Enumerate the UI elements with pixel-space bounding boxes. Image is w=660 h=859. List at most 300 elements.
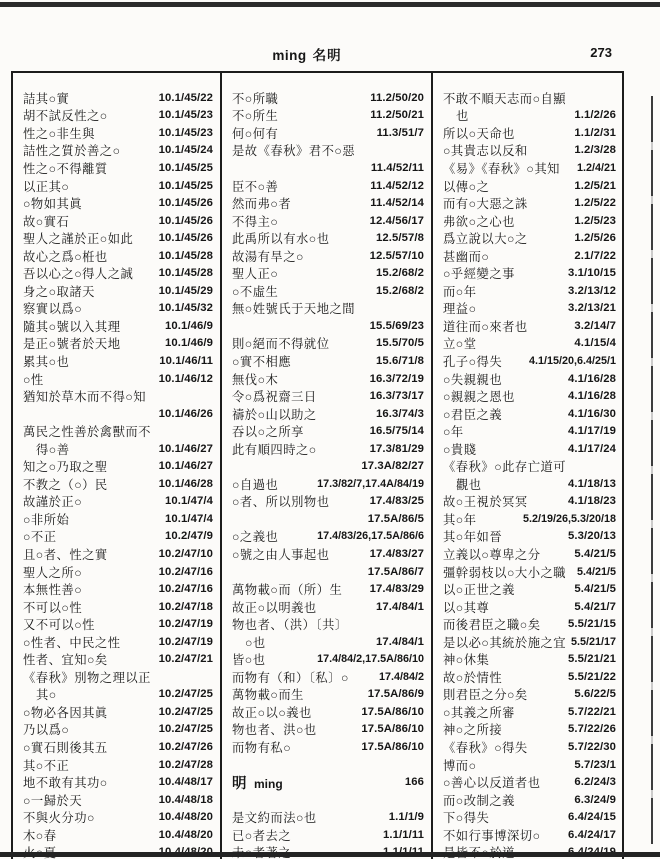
entry-term: 性者、宜知○矣 [23, 653, 108, 668]
entry-reference: 10.2/47/25 [158, 688, 213, 701]
index-entry [443, 808, 616, 826]
index-entry [232, 510, 424, 528]
index-entry [443, 159, 616, 177]
entry-term: 性之○非生與 [23, 126, 95, 141]
entry-reference: 10.2/47/19 [158, 635, 213, 648]
entry-term: 博而○ [443, 758, 477, 773]
index-entry [443, 615, 616, 633]
scan-edge-bottom [0, 852, 660, 857]
entry-reference: 17.4/83/26,17.5A/86/6 [317, 530, 424, 543]
entry-term: 無○姓號氏于天地之間 [232, 302, 356, 317]
entry-term: 已○者去之 [232, 828, 292, 843]
entry-reference: 4.1/17/19 [567, 425, 616, 438]
entry-reference: 11.4/52/12 [370, 179, 424, 192]
entry-term: ○乎經變之事 [443, 267, 515, 282]
entry-reference: 10.1/45/24 [158, 144, 213, 157]
index-entry [443, 89, 616, 107]
entry-term: 是正○號者於天地 [23, 337, 121, 352]
index-entry [232, 352, 424, 370]
entry-reference: 5.7/22/30 [567, 741, 616, 753]
entry-term: ○者、所以別物也 [232, 495, 330, 510]
section-heading [232, 773, 424, 791]
entry-reference: 1.1/2/31 [574, 126, 616, 139]
index-entry [443, 370, 616, 388]
entry-reference: 17.5A/86/10 [361, 705, 424, 718]
index-entry [23, 142, 213, 160]
entry-reference: 4.1/18/23 [567, 495, 616, 508]
index-entry [23, 510, 213, 528]
entry-term: 不○所生 [232, 109, 279, 124]
index-column-2 [220, 73, 431, 859]
index-entry [23, 633, 213, 651]
index-entry [23, 159, 213, 177]
index-entry [23, 177, 213, 195]
index-entry [232, 440, 424, 458]
entry-term: 吾以心之○得人之誠 [23, 267, 134, 282]
index-entry [443, 668, 616, 686]
index-entry [232, 528, 424, 546]
entry-term: ○物必各因其眞 [23, 705, 108, 720]
entry-term: 《春秋》別物之理以正 [23, 670, 151, 685]
index-entry [443, 422, 616, 440]
entry-reference: 3.2/14/7 [574, 319, 616, 332]
index-entry [232, 493, 424, 511]
entry-term: 此禹所以有水○也 [232, 232, 330, 247]
entry-term: 皆○也 [232, 653, 266, 668]
index-entry [232, 475, 424, 493]
entry-term: 不可以○性 [23, 600, 83, 615]
entry-reference: 3.2/13/21 [567, 302, 616, 315]
index-entry [23, 229, 213, 247]
entry-reference: 10.1/46/28 [158, 477, 213, 490]
page-title [272, 44, 341, 64]
entry-term: ○不正 [23, 530, 57, 545]
index-entry [443, 703, 616, 721]
index-entry [23, 247, 213, 265]
entry-term: ○不虛生 [232, 284, 279, 299]
entry-term: 神○休集 [443, 653, 490, 668]
entry-term: 《春秋》○得失 [443, 741, 528, 756]
entry-term: 以○其尊 [443, 600, 490, 615]
index-entry [232, 738, 424, 756]
entry-reference: 4.1/16/28 [567, 390, 616, 403]
index-entry [23, 738, 213, 756]
entry-term: 且○者、性之實 [23, 548, 108, 562]
entry-reference: 12.5/57/8 [375, 232, 424, 245]
entry-reference: 10.1/45/25 [158, 179, 213, 192]
entry-reference: 3.1/10/15 [567, 267, 616, 280]
entry-reference: 11.3/51/7 [376, 126, 424, 139]
entry-term: 聖人正○ [232, 267, 279, 282]
entry-reference: 10.2/47/25 [158, 723, 213, 736]
index-entry [443, 177, 616, 195]
index-entry [232, 335, 424, 353]
index-entry [232, 124, 424, 142]
entry-reference: 5.7/23/1 [574, 758, 616, 771]
entry-reference: 4.1/15/20,6.4/25/1 [528, 354, 616, 367]
entry-reference: 17.5A/86/7 [367, 565, 424, 578]
index-entry [443, 475, 616, 493]
entry-term: 知之○乃取之聖 [23, 460, 108, 475]
index-entry [443, 282, 616, 300]
index-entry [232, 159, 424, 177]
entry-reference: 10.1/46/9 [164, 319, 213, 332]
index-entry [232, 107, 424, 125]
index-entry [232, 633, 424, 651]
entry-reference: 10.1/46/12 [158, 372, 213, 385]
index-entry [443, 510, 616, 528]
index-entry [232, 229, 424, 247]
entry-reference: 15.2/68/2 [375, 284, 424, 297]
entry-reference: 10.1/45/25 [158, 161, 213, 174]
index-entry [443, 545, 616, 563]
blank-row [232, 791, 424, 809]
index-entry [23, 194, 213, 212]
entry-reference: 5.2/19/26,5.3/20/18 [522, 512, 616, 525]
index-entry [23, 405, 213, 423]
index-entry [443, 826, 616, 844]
entry-term: 《春秋》○此存亡道可 [443, 460, 567, 475]
index-entry [232, 89, 424, 107]
index-entry [443, 317, 616, 335]
entry-reference: 16.5/75/14 [369, 425, 424, 438]
index-entry [443, 405, 616, 423]
entry-reference: 1.1/2/26 [574, 109, 616, 122]
index-entry [232, 247, 424, 265]
entry-reference: 5.6/22/5 [574, 688, 616, 701]
entry-term: 以正其○ [23, 179, 70, 194]
entry-reference: 17.5A/86/10 [361, 741, 424, 753]
entry-reference: 1.2/4/21 [576, 161, 616, 174]
index-entry [443, 387, 616, 405]
entry-reference: 1.2/5/22 [574, 197, 616, 210]
index-entry [23, 493, 213, 511]
scan-edge-right [651, 96, 653, 844]
entry-term: ○也 [245, 635, 266, 650]
entry-term: 立義以○尊卑之分 [443, 548, 541, 562]
index-entry [443, 721, 616, 739]
entry-term: ○自過也 [232, 477, 279, 492]
entry-reference: 15.5/70/5 [375, 337, 424, 350]
entry-term: 萬物載○而生 [232, 688, 304, 703]
entry-term: 而後君臣之職○矣 [443, 618, 541, 633]
entry-reference: 5.4/21/5 [574, 547, 616, 560]
index-entry [232, 668, 424, 686]
entry-term: 吞以○之所享 [232, 425, 304, 440]
index-entry [232, 405, 424, 423]
entry-reference: 17.4/84/2,17.5A/86/10 [317, 653, 424, 666]
index-entry [23, 545, 213, 563]
index-entry [232, 703, 424, 721]
index-entry [23, 756, 213, 774]
entry-term: 物也者、（洪）〔共〕 [232, 618, 348, 633]
entry-reference: 10.2/47/9 [164, 530, 213, 543]
entry-reference: 10.1/45/22 [158, 91, 213, 104]
entry-reference: 10.1/46/26 [158, 407, 213, 420]
index-entry [232, 563, 424, 581]
index-entry [23, 352, 213, 370]
index-entry [23, 563, 213, 581]
entry-term: 不教之（○）民 [23, 477, 108, 492]
index-entry [443, 580, 616, 598]
entry-term: 禱於○山以助之 [232, 407, 317, 422]
entry-term: ○實不相應 [232, 354, 292, 369]
entry-reference: 1.1/1/11 [382, 828, 424, 841]
index-entry [232, 282, 424, 300]
entry-reference: 5.5/21/15 [567, 618, 616, 631]
entry-term: 胡不試反性之○ [23, 109, 108, 124]
index-entry [23, 615, 213, 633]
entry-reference: 10.1/45/28 [158, 249, 213, 262]
entry-reference: 5.7/22/21 [567, 705, 616, 718]
entry-reference: 16.3/73/17 [369, 390, 424, 403]
entry-term: 是文約而法○也 [232, 811, 317, 826]
entry-reference: 10.2/47/26 [158, 741, 213, 753]
entry-reference: 16.3/72/19 [369, 372, 424, 385]
entry-term: 孔子○得失 [443, 354, 503, 369]
entry-reference: 10.4/48/20 [158, 828, 213, 841]
index-entry [23, 791, 213, 809]
entry-term: ○親親之恩也 [443, 390, 515, 405]
index-entry [232, 721, 424, 739]
entry-reference: 17.4/83/27 [369, 547, 424, 560]
index-entry [23, 212, 213, 230]
page-number: 273 [590, 45, 612, 60]
entry-reference: 6.4/24/17 [567, 828, 616, 841]
entry-reference: 11.4/52/11 [370, 161, 424, 174]
index-entry [232, 580, 424, 598]
index-entry [23, 370, 213, 388]
index-entry [232, 422, 424, 440]
entry-reference: 17.5A/86/10 [361, 723, 424, 736]
entry-term: 累其○也 [23, 354, 70, 369]
entry-term: 聖人之謹於正○如此 [23, 232, 134, 247]
index-entry [23, 317, 213, 335]
entry-term: ○其貴志以反和 [443, 144, 528, 159]
entry-reference: 5.3/20/13 [567, 530, 616, 543]
entry-reference: 10.2/47/16 [158, 583, 213, 596]
entry-reference: 10.4/48/18 [158, 793, 213, 806]
entry-reference: 1.2/5/26 [574, 232, 616, 245]
entry-reference: 1.2/5/23 [574, 214, 616, 227]
index-entry [443, 335, 616, 353]
index-entry [443, 528, 616, 546]
entry-term: 則君臣之分○矣 [443, 688, 528, 703]
entry-term: 地不敢有其功○ [23, 776, 108, 791]
entry-term: 而物有私○ [232, 741, 292, 756]
index-entry [23, 668, 213, 686]
entry-reference: 1.1/1/9 [388, 811, 424, 824]
entry-term: 木○春 [23, 828, 57, 843]
entry-reference: 12.5/57/10 [369, 249, 424, 262]
index-entry [232, 826, 424, 844]
entry-term: 弗欲○之心也 [443, 214, 515, 229]
entry-reference: 5.4/21/7 [574, 600, 616, 613]
entry-reference: 10.2/47/25 [158, 705, 213, 718]
entry-term: 故正○以明義也 [232, 600, 317, 615]
index-entry [443, 738, 616, 756]
entry-term: ○非所始 [23, 512, 70, 527]
index-entry [23, 124, 213, 142]
index-entry [23, 89, 213, 107]
index-entry [232, 370, 424, 388]
entry-term: 故○於情性 [443, 670, 503, 685]
index-entry [23, 808, 213, 826]
entry-reference: 17.5A/86/5 [367, 512, 424, 525]
index-entry [23, 721, 213, 739]
entry-term: ○號之由人事起也 [232, 548, 330, 562]
entry-reference: 12.4/56/17 [369, 214, 424, 227]
entry-reference: 10.1/45/23 [158, 109, 213, 122]
entry-term: 下○得失 [443, 811, 490, 826]
entry-reference: 10.1/46/27 [158, 460, 213, 473]
entry-term: 聖人之所○ [23, 565, 83, 580]
entry-term: ○實石則後其五 [23, 741, 108, 756]
entry-term: ○年 [443, 425, 464, 440]
entry-term: ○善心以反道者也 [443, 776, 541, 791]
entry-reference: 10.1/47/4 [164, 495, 213, 508]
entry-term: 察實以爲○ [23, 302, 83, 317]
index-column-1 [13, 73, 220, 859]
index-entry [443, 686, 616, 704]
entry-term: 乃以爲○ [23, 723, 70, 738]
entry-term: 令○爲祝齋三日 [232, 390, 317, 405]
entry-term: 以傳○之 [443, 179, 490, 194]
entry-term: 理益○ [443, 302, 477, 317]
index-entry [232, 651, 424, 669]
entry-term: 故湯有旱之○ [232, 249, 304, 264]
entry-term: 而物有（和）〔私〕○ [232, 670, 349, 685]
entry-reference: 10.1/45/23 [158, 126, 213, 139]
entry-term: 而○年 [443, 284, 477, 299]
entry-term: 然而弗○者 [232, 197, 292, 212]
index-entry [443, 598, 616, 616]
index-entry [23, 651, 213, 669]
entry-term: 其○不正 [23, 758, 70, 773]
index-entry [232, 457, 424, 475]
entry-reference: 10.1/45/29 [158, 284, 213, 297]
index-entry [23, 335, 213, 353]
entry-term: 不得主○ [232, 214, 279, 229]
index-column-3 [431, 73, 622, 859]
entry-term: ○其義之所審 [443, 705, 515, 720]
entry-term: 不如行事博深切○ [443, 828, 541, 843]
entry-reference: 4.1/17/24 [567, 442, 616, 455]
index-table [11, 71, 624, 859]
index-entry [443, 756, 616, 774]
entry-reference: 10.1/45/26 [158, 232, 213, 245]
index-entry [23, 107, 213, 125]
index-entry [232, 142, 424, 160]
index-entry [232, 317, 424, 335]
index-entry [23, 440, 213, 458]
index-entry [232, 212, 424, 230]
entry-term: ○君臣之義 [443, 407, 503, 422]
entry-reference: 17.3/82/7,17.4A/84/19 [317, 477, 424, 490]
entry-term: ○之義也 [232, 530, 279, 545]
index-entry [23, 387, 213, 405]
entry-term: 故心之爲○栣也 [23, 249, 108, 264]
entry-reference: 5.5/21/22 [567, 670, 616, 683]
entry-term: 不與火分功○ [23, 811, 95, 826]
index-entry [443, 194, 616, 212]
entry-term: ○物如其眞 [23, 197, 83, 212]
entry-reference: 3.2/13/12 [567, 284, 616, 297]
entry-reference: 5.7/22/26 [567, 723, 616, 736]
entry-term: 道往而○來者也 [443, 319, 528, 334]
index-entry [443, 352, 616, 370]
entry-reference: 17.4/84/1 [375, 635, 424, 648]
entry-reference: 5.4/21/5 [576, 565, 616, 578]
index-entry [232, 300, 424, 318]
index-entry [23, 773, 213, 791]
index-entry [232, 598, 424, 616]
title-cjk: 名明 [312, 48, 342, 63]
entry-reference: 15.2/68/2 [375, 267, 424, 280]
index-entry [443, 212, 616, 230]
index-entry [443, 300, 616, 318]
entry-reference: 10.2/47/16 [158, 565, 213, 578]
index-entry [23, 703, 213, 721]
entry-term: 甚幽而○ [443, 249, 490, 264]
index-entry [443, 142, 616, 160]
index-entry [23, 475, 213, 493]
entry-reference: 17.4/83/25 [369, 495, 424, 508]
index-entry [23, 264, 213, 282]
entry-term: ○一歸於天 [23, 793, 83, 808]
entry-term: 故○實石 [23, 214, 70, 229]
entry-term: 也 [456, 109, 469, 124]
entry-reference: 10.4/48/20 [158, 811, 213, 824]
entry-term: 彊幹弱枝以○大小之職 [443, 565, 567, 580]
entry-reference: 6.3/24/9 [574, 793, 616, 806]
blank-row [232, 756, 424, 774]
entry-reference: 10.4/48/17 [158, 776, 213, 789]
entry-term: 而○改制之義 [443, 793, 515, 808]
entry-reference: 2.1/7/22 [574, 249, 616, 262]
entry-reference: 10.2/47/19 [158, 618, 213, 631]
entry-term: 其○年 [443, 512, 477, 527]
entry-term: 又不可以○性 [23, 618, 95, 633]
entry-term: 隨其○號以入其理 [23, 319, 121, 334]
entry-term: 所以○天命也 [443, 126, 515, 141]
index-entry [23, 422, 213, 440]
entry-term: 無伐○木 [232, 372, 279, 387]
entry-term: 何○何有 [232, 126, 279, 141]
entry-reference: 11.4/52/14 [370, 197, 424, 210]
index-entry [443, 563, 616, 581]
entry-term: 詰其○實 [23, 91, 70, 106]
entry-reference: 11.2/50/20 [370, 91, 424, 104]
entry-term: 故謹於正○ [23, 495, 83, 510]
entry-reference: 10.2/47/21 [158, 653, 213, 666]
entry-term: 是故《春秋》君不○惡 [232, 144, 356, 159]
entry-term: 詰性之質於善之○ [23, 144, 121, 159]
entry-reference: 5.4/21/5 [574, 583, 616, 596]
entry-term: 其○ [36, 688, 57, 703]
index-entry [443, 107, 616, 125]
entry-reference: 15.6/71/8 [375, 354, 424, 367]
entry-reference: 4.1/15/4 [574, 337, 616, 350]
index-entry [443, 440, 616, 458]
occurrence-count: 166 [404, 776, 424, 789]
entry-reference: 10.1/45/26 [158, 197, 213, 210]
entry-reference: 1.2/5/21 [574, 179, 616, 192]
entry-term: ○性者、中民之性 [23, 635, 121, 650]
entry-term: 爲立說以大○之 [443, 232, 528, 247]
entry-term: ○失親親也 [443, 372, 503, 387]
entry-term: 物也者、洪○也 [232, 723, 317, 738]
